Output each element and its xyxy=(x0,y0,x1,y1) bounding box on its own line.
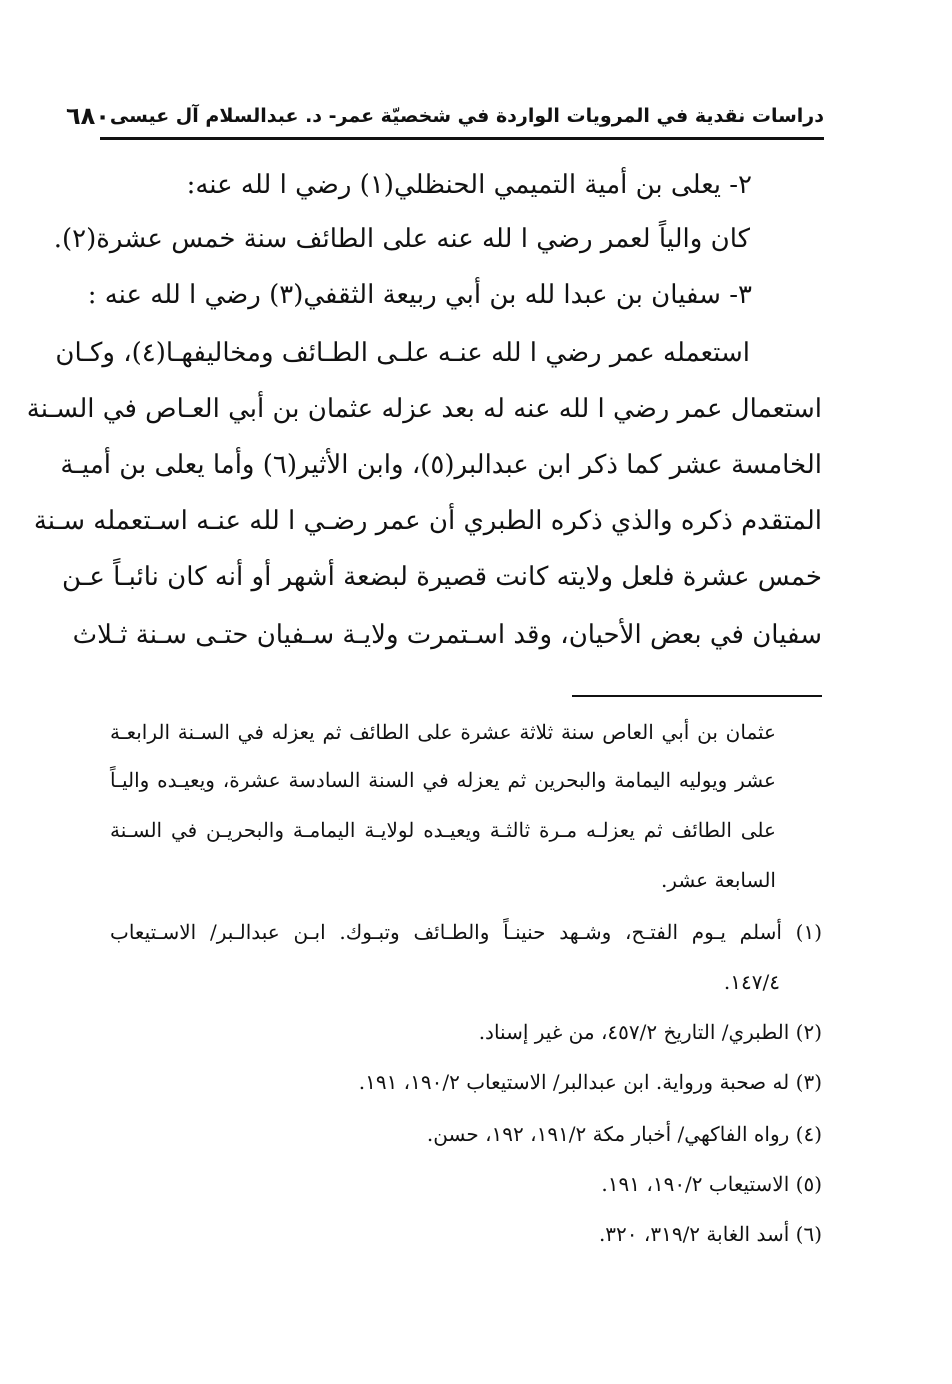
body-line: المتقدم ذكره والذي ذكره الطبري أن عمر رضـي ا لله عنـه اسـتعمله سـنة xyxy=(33,506,822,536)
footnote-6: (٦) أسد الغابة ٣١٩/٢، ٣٢٠. xyxy=(598,1222,822,1246)
body-line: ٣- سفيان بن عبدا لله بن أبي ربيعة الثقفي(٣) رضي ا لله عنه : xyxy=(87,280,752,310)
footnote-continuation-line: السابعة عشر. xyxy=(660,868,776,892)
body-line: استعمال عمر رضي ا لله عنه له بعد عزله عثمان بن أبي العـاص في السـنة xyxy=(26,394,822,424)
footnote-1: (١) أسلم يـوم الفتـح، وشـهد حنينـاً والطـائف وتبـوك. ابـن عبدالـبر/ الاسـتيعاب xyxy=(110,920,822,944)
body-line: سفيان في بعض الأحيان، وقد اسـتمرت ولايـة سـفيان حتـى سـنة ثـلاث xyxy=(72,620,822,650)
running-header xyxy=(65,96,824,136)
body-line: الخامسة عشر كما ذكر ابن عبدالبر(٥)، وابن الأثير(٦) وأما يعلى بن أميـة xyxy=(60,450,822,480)
page-number: ٦٨٠ xyxy=(65,102,110,130)
footnote-3: (٣) له صحبة ورواية. ابن عبدالبر/ الاستيعاب ١٩٠/٢، ١٩١. xyxy=(358,1070,822,1094)
footnote-continuation-line: على الطائف ثم يعزلـه مـرة ثالثـة ويعيـده لولايـة اليمامـة والبحريـن في السـنة xyxy=(110,818,776,842)
body-line: كان والياً لعمر رضي ا لله عنه على الطائف سنة خمس عشرة(٢). xyxy=(53,224,750,254)
footnote-continuation-line: عشر ويوليه اليمامة والبحرين ثم يعزله في السنة السادسة عشرة، ويعيـده واليـاً xyxy=(110,768,776,792)
footnote-5: (٥) الاستيعاب ١٩٠/٢، ١٩١. xyxy=(601,1172,822,1196)
header-rule xyxy=(100,137,824,140)
footnote-4: (٤) رواه الفاكهي/ أخبار مكة ١٩١/٢، ١٩٢، حسن. xyxy=(426,1122,822,1146)
footnote-separator xyxy=(572,695,822,697)
body-line: خمس عشرة فلعل ولايته كانت قصيرة لبضعة أشهر أو أنه كان نائبـاً عـن xyxy=(61,562,822,592)
body-line: استعمله عمر رضي ا لله عنـه علـى الطـائف ومخاليفهـا(٤)، وكـان xyxy=(55,338,750,368)
header-title: دراسات نقدية في المرويات الواردة في شخصيّة عمر- د. عبدالسلام آل عيسى xyxy=(109,105,824,127)
footnote-1-cont: ١٤٧/٤. xyxy=(723,970,780,994)
footnote-continuation-line: عثمان بن أبي العاص سنة ثلاثة عشرة على الطائف ثم يعزله في السـنة الرابعـة xyxy=(110,720,776,744)
footnote-2: (٢) الطبري/ التاريخ ٤٥٧/٢، من غير إسناد. xyxy=(478,1020,822,1044)
body-line: ٢- يعلى بن أمية التميمي الحنظلي(١) رضي ا لله عنه: xyxy=(186,170,752,200)
